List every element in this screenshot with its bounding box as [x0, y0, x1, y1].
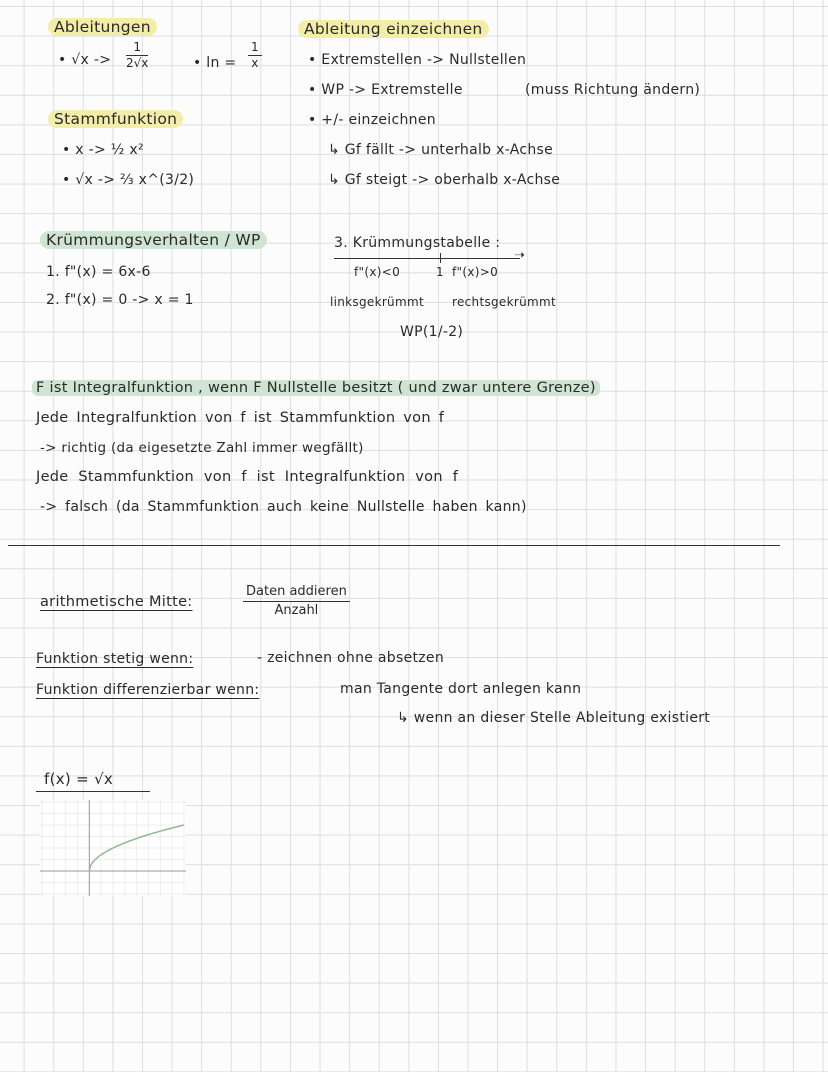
integral-line-3: -> richtig (da eigesetzte Zahl immer wegfällt) — [40, 440, 364, 456]
diff-label: Funktion differenzierbar wenn: — [36, 682, 260, 698]
integral-line-4: Jede Stammfunktion von f ist Integralfunktion von f — [36, 469, 459, 485]
left-condition: f"(x)<0 — [354, 265, 400, 279]
heading-kruemmungsverhalten: Krümmungsverhalten / WP — [40, 231, 267, 249]
note-plus-minus: • +/- einzeichnen — [308, 112, 436, 128]
integral-line-2: Jede Integralfunktion von f ist Stammfunktion von f — [36, 410, 445, 426]
diff-text: man Tangente dort anlegen kann — [340, 681, 582, 697]
note-wp: • WP -> Extremstelle — [308, 82, 463, 98]
numerator: 1 — [126, 40, 148, 56]
integral-line-1: F ist Integralfunktion , wenn F Nullstelle besitzt ( und zwar untere Grenze) — [32, 380, 600, 396]
sqrt-function-graph — [40, 800, 186, 896]
integral-line-5: -> falsch (da Stammfunktion auch keine Nullstelle haben kann) — [40, 499, 527, 515]
section-divider — [8, 545, 780, 546]
note-steigt: ↳ Gf steigt -> oberhalb x-Achse — [328, 172, 561, 188]
numerator: 1 — [248, 40, 262, 56]
numerator: Daten addieren — [243, 583, 350, 602]
note-extremstellen: • Extremstellen -> Nullstellen — [308, 52, 527, 68]
note-richtung: (muss Richtung ändern) — [525, 82, 701, 98]
mitte-fraction — [243, 583, 350, 620]
tick-label: 1 — [436, 265, 444, 279]
ableitung-sqrt: • √x -> — [58, 52, 112, 68]
tick-mark — [440, 253, 441, 263]
fraction-1-over-x — [248, 40, 262, 71]
stetig-label: Funktion stetig wenn: — [36, 651, 194, 667]
number-line — [334, 258, 520, 259]
heading-stammfunktion: Stammfunktion — [48, 110, 183, 128]
heading-ableitungen: Ableitungen — [48, 18, 157, 36]
stamm-x: • x -> ½ x² — [62, 142, 144, 158]
note-faellt: ↳ Gf fällt -> unterhalb x-Achse — [328, 142, 554, 158]
wp-result: WP(1/-2) — [400, 324, 464, 340]
diff-subtext: ↳ wenn an dieser Stelle Ableitung existiert — [397, 710, 711, 726]
ableitung-ln: • ln = — [193, 55, 237, 71]
arrow-head-icon: ➝ — [514, 248, 526, 263]
heading-ableitung-einzeichnen: Ableitung einzeichnen — [298, 20, 489, 38]
fx-label: f(x) = √x — [44, 770, 114, 788]
fx-underline — [36, 791, 150, 792]
step-2: 2. f"(x) = 0 -> x = 1 — [46, 292, 194, 308]
denominator: x — [251, 56, 259, 70]
step-1: 1. f"(x) = 6x-6 — [46, 264, 151, 280]
fraction-1-over-2sqrtx — [126, 40, 148, 71]
stetig-text: - zeichnen ohne absetzen — [257, 650, 445, 666]
stamm-sqrtx: • √x -> ⅔ x^(3/2) — [62, 172, 195, 188]
left-label: linksgekrümmt — [330, 295, 424, 309]
right-label: rechtsgekrümmt — [452, 295, 556, 309]
denominator: 2√x — [126, 56, 149, 70]
mitte-label: arithmetische Mitte: — [40, 594, 193, 610]
right-condition: f"(x)>0 — [452, 265, 498, 279]
denominator: Anzahl — [274, 603, 319, 618]
step-3: 3. Krümmungstabelle : — [334, 235, 501, 251]
